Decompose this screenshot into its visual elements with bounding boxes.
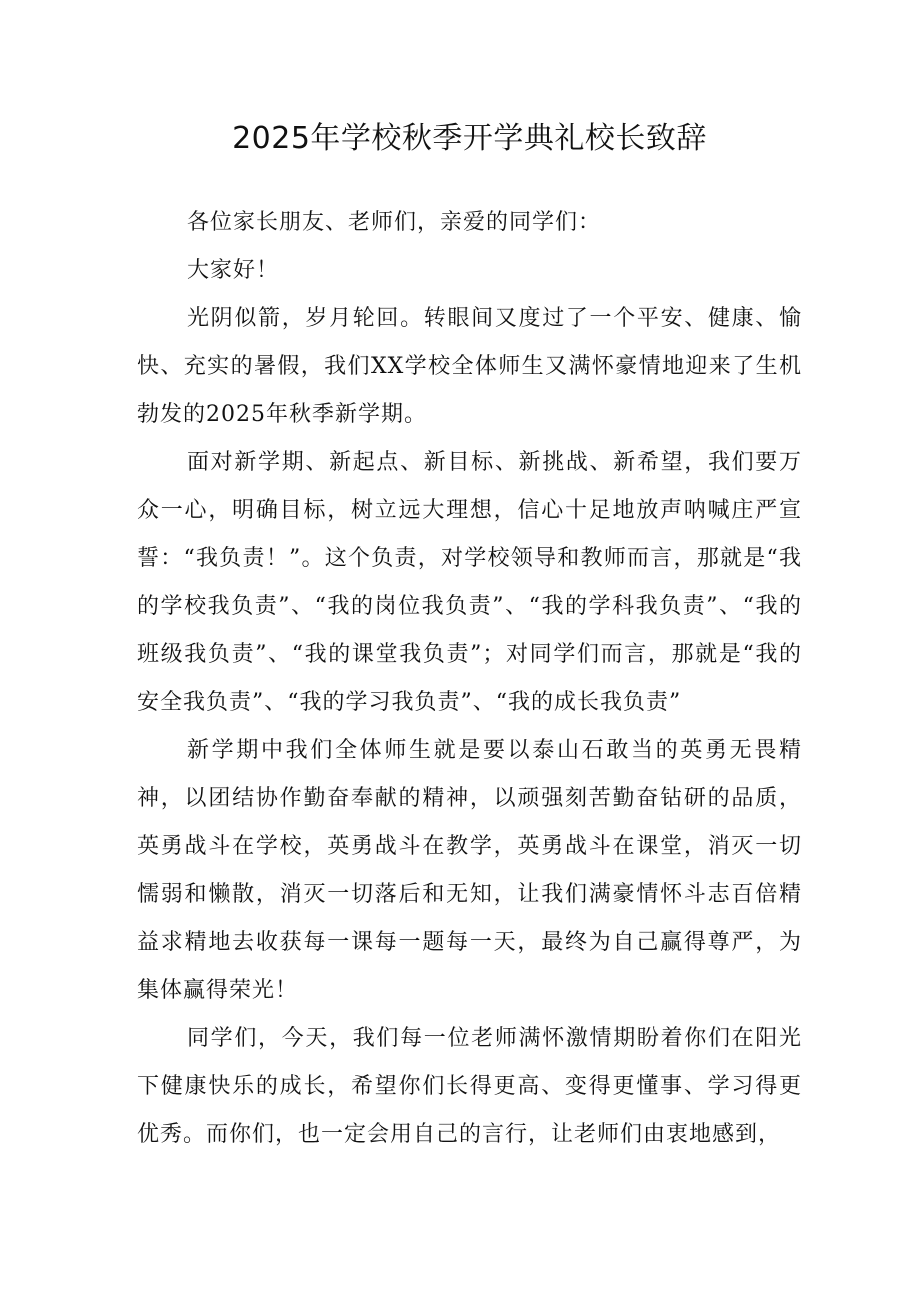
document-title: 2025年学校秋季开学典礼校长致辞 (232, 121, 707, 156)
salutation: 各位家长朋友、老师们，亲爱的同学们： (187, 210, 602, 235)
paragraph-expectation: 同学们，今天，我们每一位老师满怀激情期盼着你们在阳光下健康快乐的成长，希望你们长得更高、变得更懂事、学习得更优秀。而你们，也一定会用自己的言行，让老师们由衷地感到， (137, 1026, 802, 1147)
paragraph-spirit: 新学期中我们全体师生就是要以泰山石敢当的英勇无畏精神，以团结协作勤奋奉献的精神，以顽强刻苦勤奋钻研的品质，英勇战斗在学校，英勇战斗在教学，英勇战斗在课堂，消灭一切懦弱和懒散，消灭一切落后和无知，让我们满豪情怀斗志百倍精益求精地去收获每一课每一题每一天，最终为自己赢得尊严，为集体赢得荣光！ (137, 738, 802, 1003)
greeting: 大家好！ (187, 258, 280, 283)
paragraph-intro: 光阴似箭，岁月轮回。转眼间又度过了一个平安、健康、愉快、充实的暑假，我们XX学校全体师生又满怀豪情地迎来了生机勃发的2025年秋季新学期。 (137, 306, 802, 427)
paragraph-responsibility: 面对新学期、新起点、新目标、新挑战、新希望，我们要万众一心，明确目标，树立远大理想，信心十足地放声呐喊庄严宣誓：“我负责！”。这个负责，对学校领导和教师而言，那就是“我的学校我负责”、“我的岗位我负责”、“我的学科我负责”、“我的班级我负责”、“我的课堂我负责”；对同学们而言，那就是“我的安全我负责”、“我的学习我负责”、“我的成长我负责” (137, 450, 802, 715)
